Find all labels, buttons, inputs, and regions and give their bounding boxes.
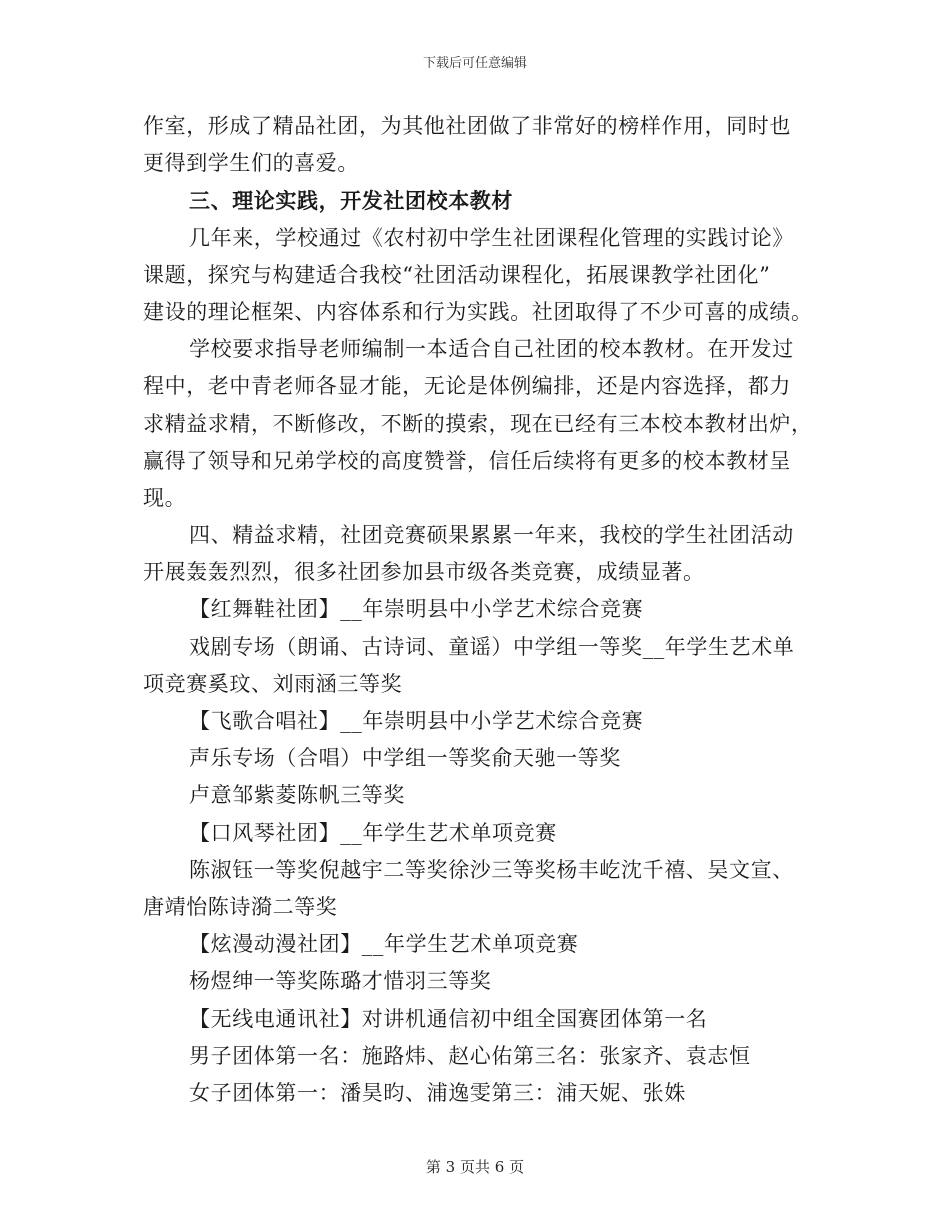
- text-line: 唐靖怡陈诗漪二等奖: [143, 894, 338, 919]
- text-line: 陈淑钰一等奖倪越宇二等奖徐沙三等奖杨丰屹沈千禧、吴文宣、: [189, 857, 794, 882]
- text-line: 【红舞鞋社团】__年崇明县中小学艺术综合竞赛: [189, 597, 644, 622]
- text-line: 几年来，学校通过《农村初中学生社团课程化管理的实践讨论》: [189, 225, 794, 250]
- text-line: 【炫漫动漫社团】__年学生艺术单项竞赛: [189, 932, 579, 957]
- text-line: 求精益求精，不断修改，不断的摸索，现在已经有三本校本教材出炉，: [143, 411, 813, 436]
- text-line: 建设的理论框架、内容体系和行为实践。社团取得了不少可喜的成绩。: [143, 299, 813, 324]
- text-line: 【飞歌合唱社】__年崇明县中小学艺术综合竞赛: [189, 709, 644, 733]
- text-line: 【口风琴社团】__年学生艺术单项竞赛: [189, 820, 557, 845]
- text-line: 程中，老中青老师各显才能，无论是体例编排，还是内容选择，都力: [143, 374, 791, 399]
- text-line: 开展轰轰烈烈，很多社团参加县市级各类竞赛，成绩显著。: [143, 560, 705, 585]
- section-heading: 三、理论实践，开发社团校本教材: [189, 188, 513, 214]
- text-line: 戏剧专场（朗诵、古诗词、童谣）中学组一等奖__年学生艺术单: [189, 634, 795, 659]
- page-footer: 第 3 页共 6 页: [425, 1158, 525, 1176]
- page-header: 下载后可任意编辑: [422, 56, 527, 71]
- text-line: 项竞赛奚玟、刘雨涵三等奖: [143, 671, 403, 696]
- text-line: 学校要求指导老师编制一本适合自己社团的校本教材。在开发过: [189, 337, 794, 362]
- text-line: 作室，形成了精品社团，为其他社团做了非常好的榜样作用，同时也: [143, 114, 791, 138]
- text-line: 【无线电通讯社】对讲机通信初中组全国赛团体第一名: [189, 1006, 708, 1031]
- text-line: 课题，探究与构建适合我校“社团活动课程化，拓展课教学社团化”: [143, 262, 771, 287]
- text-line: 女子团体第一：潘昊昀、浦逸雯第三：浦天妮、张姝: [189, 1080, 686, 1105]
- text-line: 四、精益求精，社团竞赛硕果累累一年来，我校的学生社团活动: [189, 523, 794, 548]
- text-line: 卢意邹紫菱陈帆三等奖: [189, 783, 405, 808]
- text-line: 男子团体第一名：施路炜、赵心佑第三名：张家齐、袁志恒: [189, 1043, 751, 1068]
- text-line: 杨煜绅一等奖陈璐才惜羽三等奖: [189, 969, 492, 994]
- text-line: 赢得了领导和兄弟学校的高度赞誉，信任后续将有更多的校本教材呈: [143, 448, 791, 473]
- text-line: 声乐专场（合唱）中学组一等奖俞天驰一等奖: [189, 746, 621, 771]
- document-body: [143, 108, 823, 1112]
- text-line: 现。: [143, 485, 187, 510]
- text-line: 更得到学生们的喜爱。: [143, 151, 359, 176]
